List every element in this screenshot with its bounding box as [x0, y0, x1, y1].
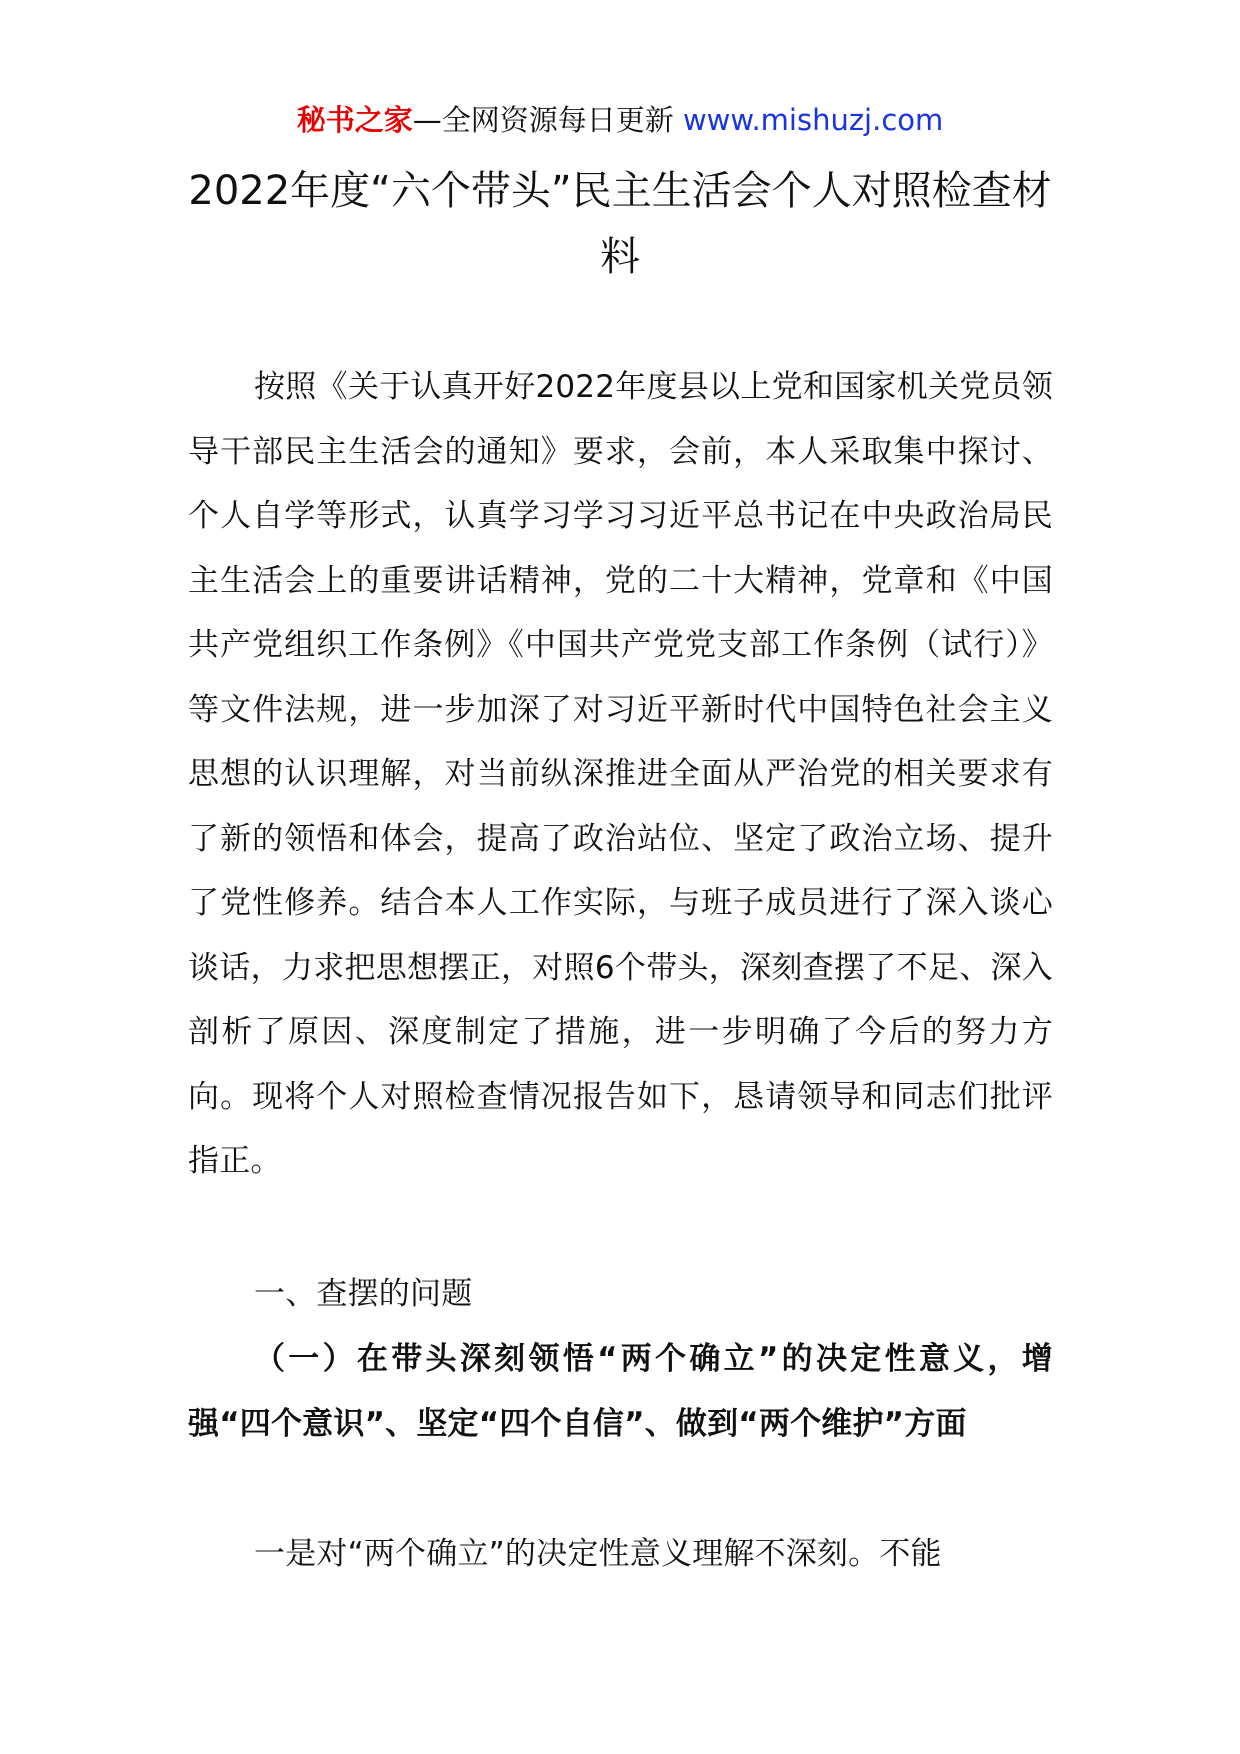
sub-heading: （一）在带头深刻领悟“两个确立”的决定性意义，增强“四个意识”、坚定“四个自信”、做到“两个维护”方面 — [188, 1341, 1053, 1442]
site-url-link[interactable]: www.mishuzj.com — [682, 103, 944, 137]
site-header — [0, 100, 1240, 140]
section-heading: 一、查摆的问题 — [254, 1276, 473, 1312]
intro-paragraph: 按照《关于认真开好2022年度县以上党和国家机关党员领导干部民主生活会的通知》要求，会前，本人采取集中探讨、个人自学等形式，认真学习学习习近平总书记在中央政治局民主生活会上的重要讲话精神，党的二十大精神，党章和《中国共产党组织工作条例》《中国共产党党支部工作条例（试行）》等文件法规，进一步加深了对习近平新时代中国特色社会主义思想的认识理解，对当前纵深推进全面从严治党的相关要求有了新的领悟和体会，提高了政治站位、坚定了政治立场、提升了党性修养。结合本人工作实际，与班子成员进行了深入谈心谈话，力求把思想摆正，对照6个带头，深刻查摆了不足、深入剖析了原因、深度制定了措施，进一步明确了今后的努力方向。现将个人对照检查情况报告如下，恳请领导和同志们批评指正。 — [188, 369, 1053, 1179]
header-slogan: —全网资源每日更新 — [412, 103, 674, 137]
point-paragraph: 一是对“两个确立”的决定性意义理解不深刻。不能 — [254, 1536, 942, 1572]
brand-name: 秘书之家 — [296, 103, 413, 137]
document-title: 2022年度“六个带头”民主生活会个人对照检查材料 — [188, 168, 1052, 280]
